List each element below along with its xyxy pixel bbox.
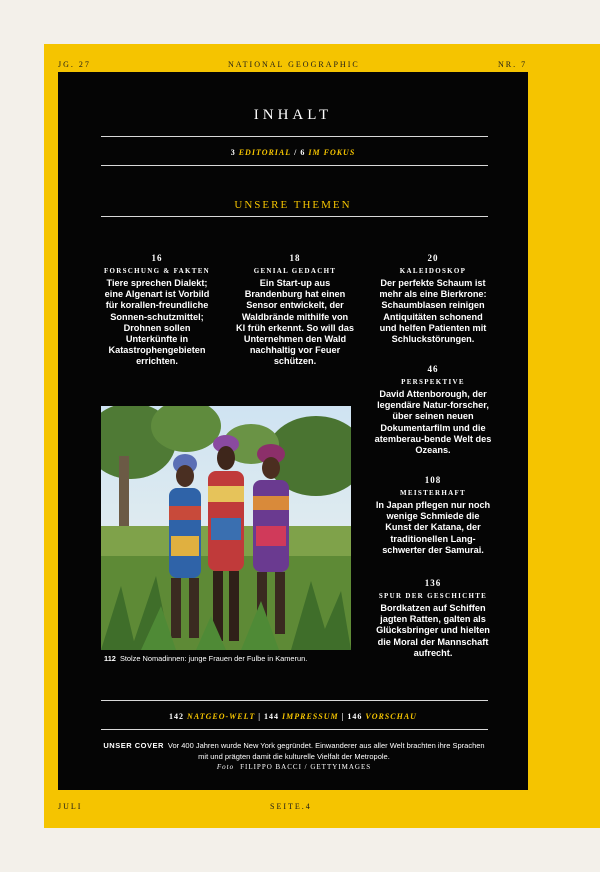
divider [101,165,488,166]
article-category: KALEIDOSKOP [399,267,467,275]
article-page: 20 [427,253,439,263]
header-issue: NR. 7 [498,60,528,69]
nav-impressum-page: 144 [264,712,280,721]
cover-note [98,740,490,773]
caption-text: Stolze Nomadinnen: junge Frauen der Fulbe in Kamerun. [119,654,308,663]
divider [101,729,488,730]
photo-illustration [101,406,351,650]
article-136[interactable] [374,577,492,659]
nav-vorschau-page: 146 [347,712,363,721]
feature-photo[interactable] [101,406,351,650]
page-title: INHALT [253,107,333,123]
cover-label: UNSER COVER [103,741,164,750]
nav-editorial-link[interactable]: EDITORIAL [238,148,292,157]
article-16[interactable] [98,252,216,368]
article-20[interactable] [374,252,492,345]
photo-credit [98,762,490,773]
nav-impressum-link[interactable]: IMPRESSUM [282,712,339,721]
divider [101,136,488,137]
article-category: PERSPEKTIVE [401,378,465,386]
article-category: SPUR DER GESCHICHTE [378,592,488,600]
nav-fokus-page: 6 [300,148,306,157]
cover-text: Vor 400 Jahren wurde New York gegründet. Einwanderer aus aller Welt brachten ihre Sprachen mit und prägten damit die kulturelle Vielfalt der Metropole. [167,741,485,761]
bottom-nav: 142 NATGEO-WELT | 144 IMPRESSUM | 146 VORSCHAU [169,712,417,721]
article-teaser: David Attenborough, der legendäre Natur-forscher, über seinen neuen Dokumentarfilm und die atemberau-bende Welt des Ozeans. [374,389,492,456]
photo-caption [104,654,364,663]
article-18[interactable] [236,252,354,368]
article-teaser: Der perfekte Schaum ist mehr als eine Bierkrone: Schaumblasen reinigen Antiquitäten schonend und helfen Patienten mit Schluckstörungen. [379,278,487,345]
nav-natgeo-link[interactable]: NATGEO-WELT [187,712,256,721]
article-page: 16 [151,253,163,263]
article-category: GENIAL GEDACHT [253,267,337,275]
divider [101,216,488,217]
top-nav: 3 EDITORIAL / 6 IM FOKUS [230,148,356,157]
section-title: UNSERE THEMEN [234,199,352,211]
article-category: MEISTERHAFT [399,489,467,497]
nav-editorial-page: 3 [230,148,236,157]
credit-label: Foto [216,763,235,771]
article-page: 46 [427,364,439,374]
nav-natgeo-page: 142 [169,712,185,721]
article-teaser: In Japan pflegen nur noch wenige Schmiede die Kunst der Katana, der traditionellen Lang-schwerter der Samurai. [375,500,491,555]
header-volume: JG. 27 [58,60,91,69]
contents-panel [58,72,528,790]
footer-page: SEITE.4 [270,802,312,811]
article-teaser: Bordkatzen auf Schiffen jagten Ratten, galten als Glücksbringer und hielten die Moral der Mannschaft aufrecht. [376,603,490,658]
article-46[interactable] [374,363,492,456]
article-teaser: Ein Start-up aus Brandenburg hat einen Sensor entwickelt, der Waldbrände mithilfe von KI früh erkennt. So will das Unternehmen den Wald nachhaltig vor Feuer schützen. [236,278,354,367]
header-magazine: NATIONAL GEOGRAPHIC [228,60,360,69]
footer-month: JULI [58,802,83,811]
article-page: 18 [289,253,301,263]
article-108[interactable] [374,474,492,556]
caption-page: 112 [104,654,116,663]
nav-fokus-link[interactable]: IM FOKUS [308,148,356,157]
article-page: 108 [424,475,442,485]
credit-name: FILIPPO BACCI / GETTYIMAGES [240,763,372,771]
nav-vorschau-link[interactable]: VORSCHAU [365,712,417,721]
article-teaser: Tiere sprechen Dialekt; eine Algenart ist Vorbild für korallen-freundliche Sonnen-schutzmittel; Drohnen sollen Unterkünfte in Katastrophengebieten errichten. [104,278,210,367]
divider [101,700,488,701]
article-page: 136 [424,578,442,588]
article-category: FORSCHUNG & FAKTEN [103,267,211,275]
